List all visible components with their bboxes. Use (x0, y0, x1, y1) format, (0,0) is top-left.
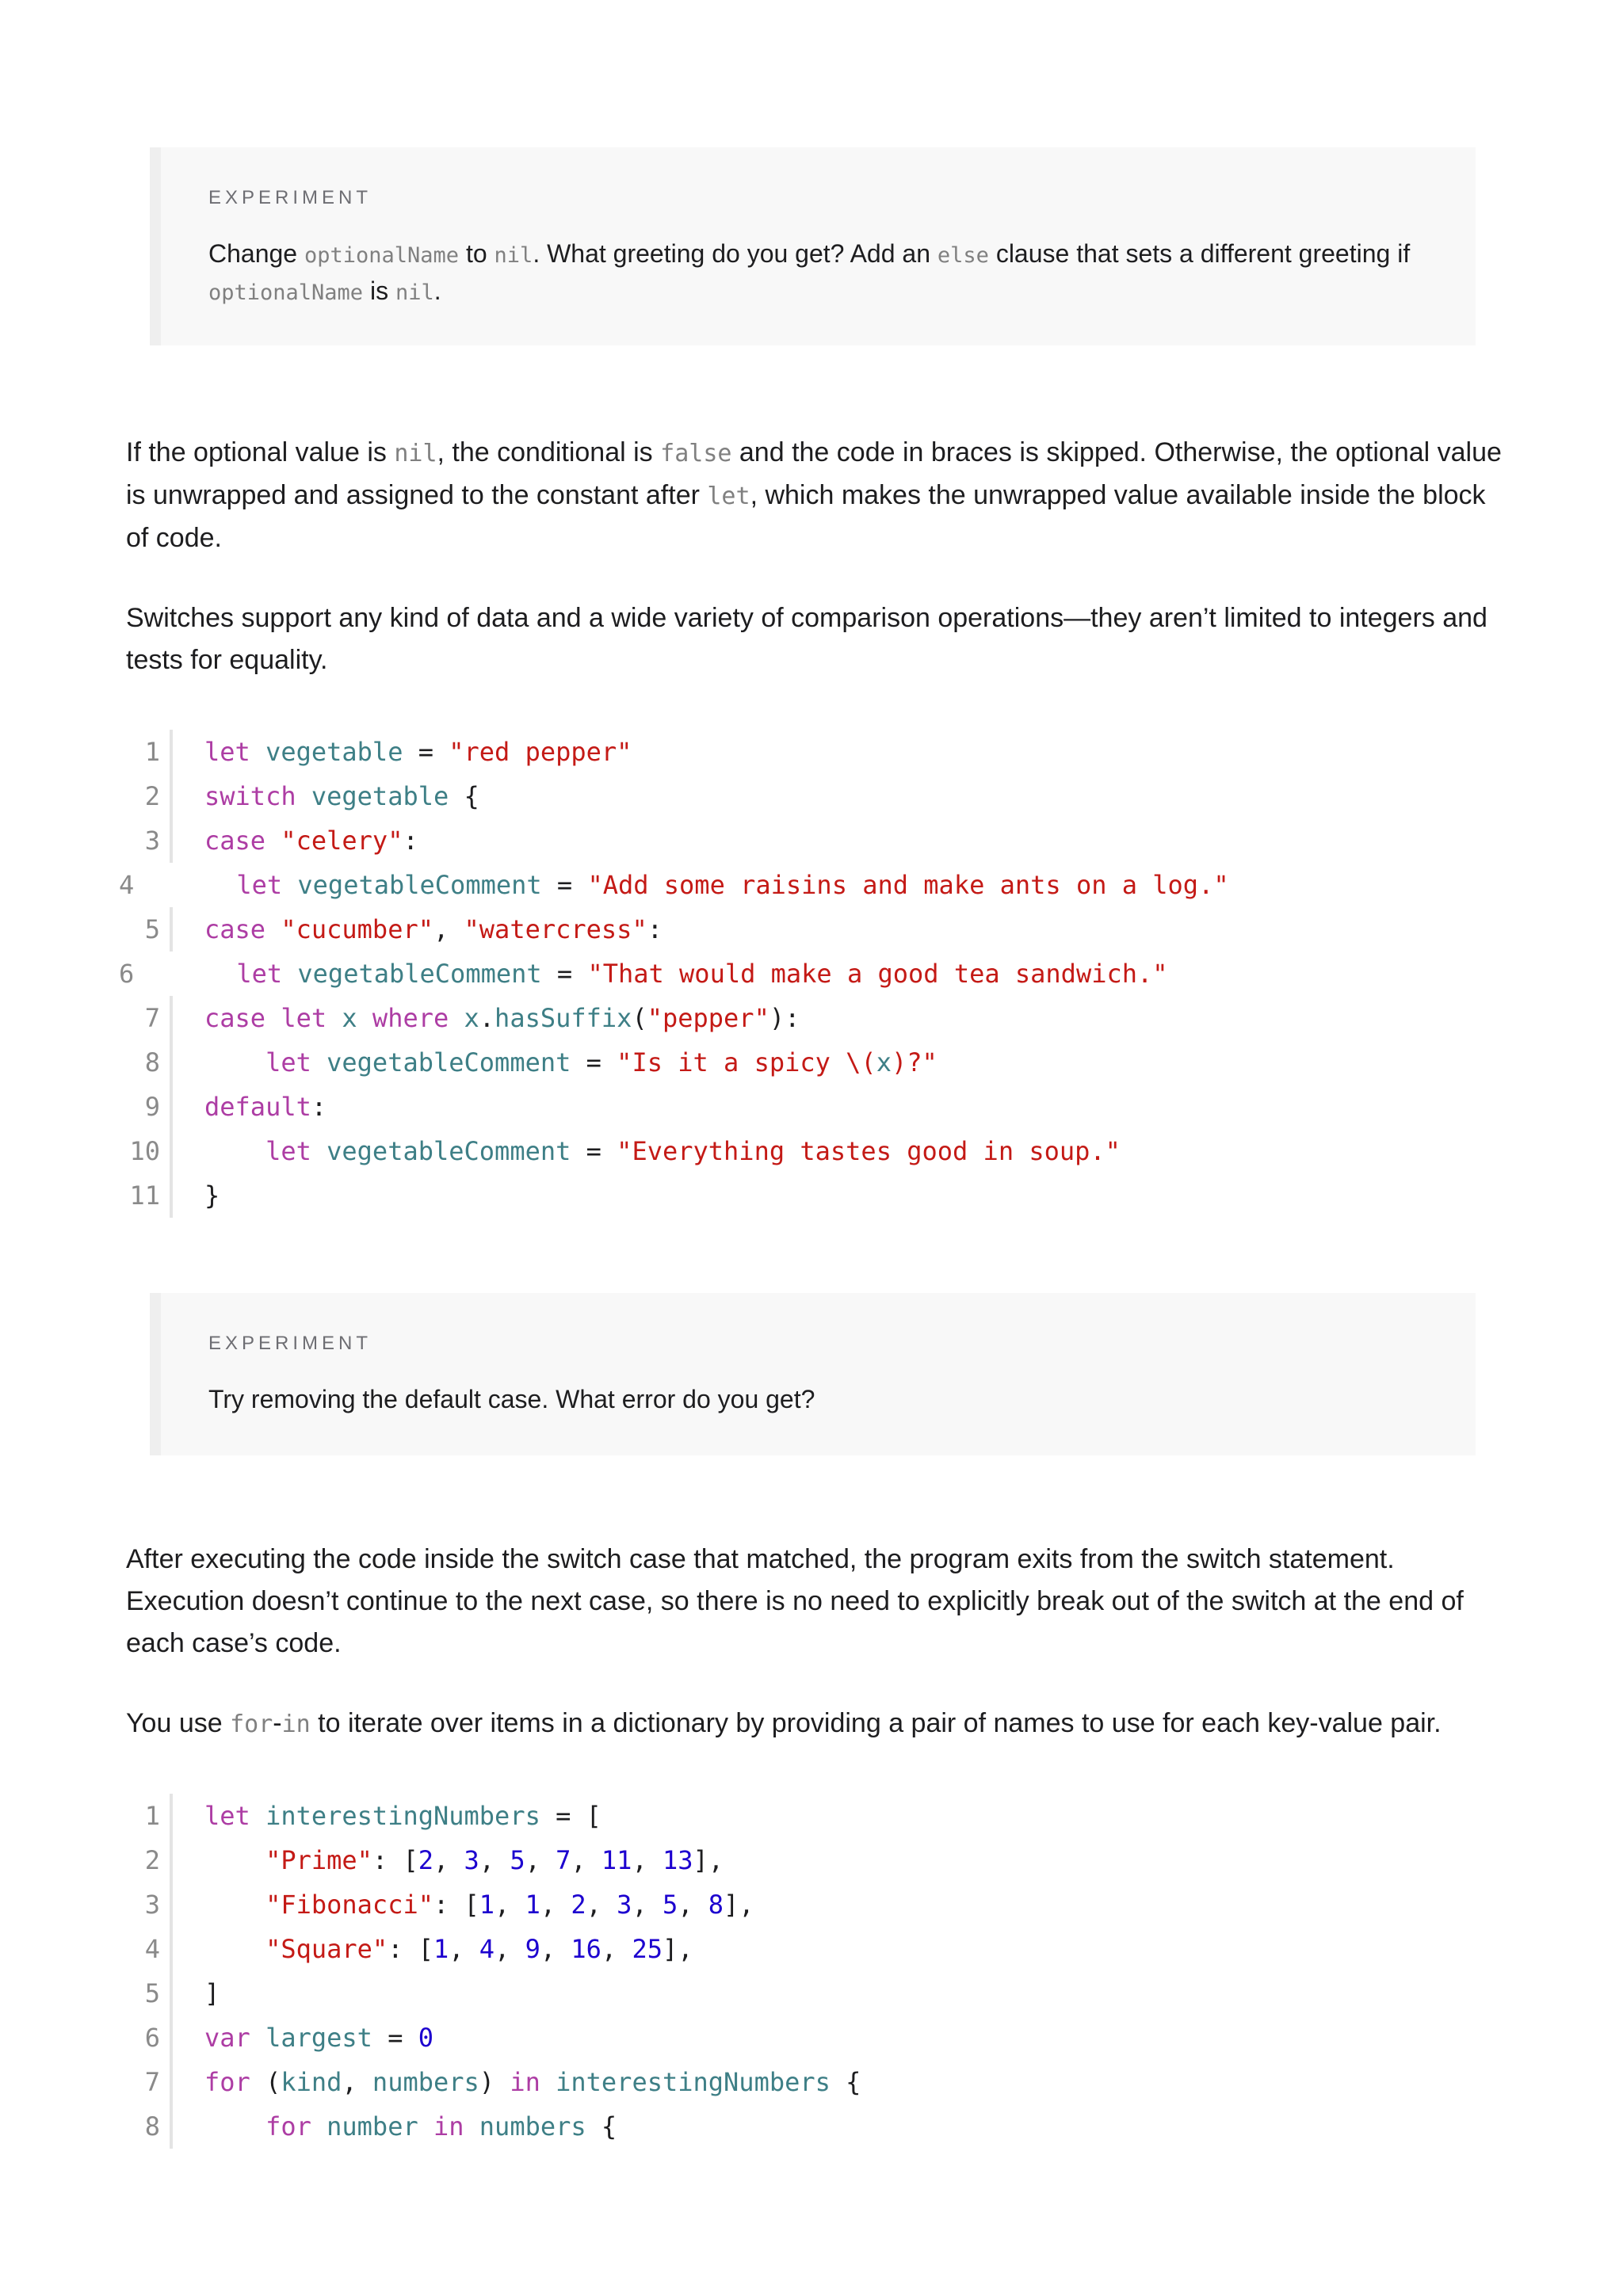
experiment-label: EXPERIMENT (208, 187, 372, 208)
inline-code: optionalName (304, 243, 460, 268)
experiment-text: Change optionalName to nil. What greeting do you get? Add an else clause that sets a different greeting if optionalName is nil. (208, 239, 1411, 305)
line-number: 11 (129, 1180, 160, 1211)
code-line: 11 } (119, 1173, 1149, 1218)
line-number: 9 (144, 1092, 160, 1122)
code-line: 6 let vegetableComment = "That would make a good tea sandwich." (119, 952, 1149, 996)
code-line: 4 let vegetableComment = "Add some raisins and make ants on a log." (119, 863, 1149, 907)
code-line: 7 for (kind, numbers) in interestingNumbers { (119, 2060, 1149, 2104)
paragraph-switches: Switches support any kind of data and a wide variety of comparison operations—they aren’t limited to integers and tests for equality. (126, 603, 1487, 675)
code-line: 1 let vegetable = "red pepper" (119, 730, 1149, 774)
code-line: 1 let interestingNumbers = [ (119, 1794, 1149, 1838)
line-number: 2 (144, 781, 160, 811)
code-block-switch (119, 730, 1229, 1218)
inline-code: nil (494, 243, 533, 268)
code-line: 2 "Prime": [2, 3, 5, 7, 11, 13], (119, 1838, 1149, 1882)
code-line: 2 switch vegetable { (119, 774, 1149, 818)
code-line: 8 let vegetableComment = "Is it a spicy \(x)?" (119, 1040, 1149, 1085)
code-line: 10 let vegetableComment = "Everything tastes good in soup." (119, 1129, 1149, 1173)
code-line: 6 var largest = 0 (119, 2016, 1149, 2060)
experiment-text: Try removing the default case. What error do you get? (208, 1385, 815, 1413)
line-number: 4 (144, 1934, 160, 1964)
paragraph-for-in: You use for-in to iterate over items in a dictionary by providing a pair of names to use for each key-value pair. (126, 1708, 1442, 1738)
line-number: 2 (144, 1845, 160, 1875)
line-number: 8 (144, 1047, 160, 1077)
code-block-for-in (119, 1794, 1149, 2149)
line-number: 5 (144, 914, 160, 944)
line-number: 3 (144, 1890, 160, 1920)
code-line: 5 ] (119, 1971, 1149, 2016)
code-line: 9 default: (119, 1085, 1149, 1129)
line-number: 7 (144, 1003, 160, 1033)
inline-code: nil (395, 280, 434, 305)
line-number: 10 (129, 1136, 160, 1166)
line-number: 7 (144, 2067, 160, 2097)
code-line: 7 case let x where x.hasSuffix("pepper"): (119, 996, 1149, 1040)
inline-code: else (937, 243, 989, 268)
paragraph-switch-exit: After executing the code inside the switch case that matched, the program exits from the switch statement. Execution doesn’t continue to the next case, so there is no need to explicitly break out of the switch at the end of each case’s code. (126, 1544, 1464, 1658)
line-number: 5 (144, 1978, 160, 2008)
line-number: 1 (144, 737, 160, 767)
code-line: 5 case "cucumber", "watercress": (119, 907, 1149, 952)
inline-code: in (281, 1711, 311, 1738)
experiment-callout-2 (150, 1293, 1476, 1455)
inline-code: nil (394, 440, 437, 467)
line-number: 3 (144, 826, 160, 856)
line-number: 6 (144, 2023, 160, 2053)
experiment-label: EXPERIMENT (208, 1333, 372, 1354)
code-line: 8 for number in numbers { (119, 2104, 1149, 2149)
line-number: 1 (144, 1801, 160, 1831)
line-number: 4 (119, 870, 135, 900)
inline-code: let (707, 482, 750, 510)
code-line: 3 case "celery": (119, 818, 1149, 863)
inline-code: for (230, 1711, 273, 1738)
code-line: 3 "Fibonacci": [1, 1, 2, 3, 5, 8], (119, 1882, 1149, 1927)
code-line: 4 "Square": [1, 4, 9, 16, 25], (119, 1927, 1149, 1971)
line-number: 8 (144, 2111, 160, 2142)
inline-code: false (660, 440, 732, 467)
line-number: 6 (119, 959, 135, 989)
inline-code: optionalName (208, 280, 364, 305)
paragraph-optional-binding: If the optional value is nil, the conditional is false and the code in braces is skipped. Otherwise, the optional value is unwrapped and assigned to the constant after let, which makes the unwrapped value available inside the block of code. (126, 437, 1502, 553)
experiment-callout-1 (150, 147, 1476, 345)
